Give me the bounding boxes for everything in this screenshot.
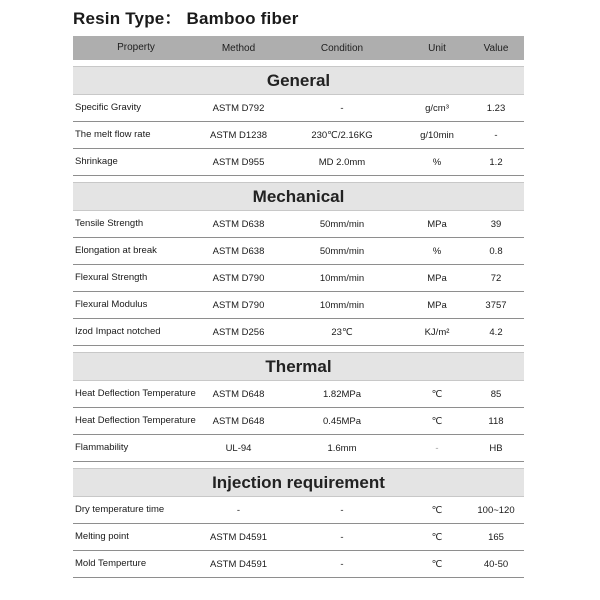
cell-property: Heat Deflection Temperature <box>75 415 196 426</box>
cell-property: Specific Gravity <box>75 102 141 113</box>
cell-property: Melting point <box>75 531 129 542</box>
cell-condition: - <box>340 102 344 114</box>
cell-method: ASTM D638 <box>212 245 265 257</box>
cell-property: Shrinkage <box>75 156 118 167</box>
cell-method: ASTM D790 <box>212 272 265 284</box>
cell-method: ASTM D638 <box>212 218 265 230</box>
cell-condition: 10mm/min <box>319 272 365 284</box>
cell-condition: MD 2.0mm <box>318 156 366 168</box>
cell-method: ASTM D792 <box>212 102 265 114</box>
cell-unit: - <box>435 442 439 454</box>
section-mechanical: Mechanical <box>73 182 524 211</box>
table-row <box>73 122 524 149</box>
cell-unit: g/10min <box>420 129 454 141</box>
cell-value: 118 <box>488 415 504 427</box>
cell-unit: ℃ <box>431 504 443 516</box>
cell-method: ASTM D955 <box>212 156 265 168</box>
cell-condition: 230℃/2.16KG <box>311 129 373 141</box>
cell-condition: 1.6mm <box>327 442 357 454</box>
cell-value: 40-50 <box>483 558 509 570</box>
cell-condition: 23℃ <box>331 326 353 338</box>
section-thermal: Thermal <box>73 352 524 381</box>
cell-value: 3757 <box>485 299 507 311</box>
section-general: General <box>73 66 524 95</box>
cell-method: ASTM D790 <box>212 299 265 311</box>
header-unit: Unit <box>428 42 446 54</box>
cell-property: Flexural Strength <box>75 272 148 283</box>
table-row <box>73 211 524 238</box>
page-title: Resin Type： Bamboo fiber <box>73 9 299 28</box>
cell-unit: ℃ <box>431 531 443 543</box>
cell-condition: 1.82MPa <box>322 388 362 400</box>
cell-condition: 0.45MPa <box>322 415 362 427</box>
cell-property: The melt flow rate <box>75 129 151 140</box>
table-row <box>73 381 524 408</box>
cell-property: Dry temperature time <box>75 504 165 515</box>
cell-property: Flexural Modulus <box>75 299 148 310</box>
table-row <box>73 238 524 265</box>
cell-property: Elongation at break <box>75 245 157 256</box>
cell-method: ASTM D4591 <box>209 558 268 570</box>
cell-unit: g/cm³ <box>425 102 449 114</box>
cell-value: - <box>494 129 498 141</box>
cell-property: Flammability <box>75 442 129 453</box>
cell-property: Heat Deflection Temperature <box>75 388 196 399</box>
cell-method: ASTM D256 <box>212 326 265 338</box>
table-row <box>73 265 524 292</box>
cell-unit: ℃ <box>431 558 443 570</box>
header-property: Property <box>117 42 155 53</box>
cell-condition: 50mm/min <box>319 245 365 257</box>
cell-value: 165 <box>488 531 504 543</box>
table-row <box>73 95 524 122</box>
cell-unit: KJ/m² <box>424 326 450 338</box>
cell-method: ASTM D4591 <box>209 531 268 543</box>
table-row <box>73 435 524 462</box>
cell-value: 72 <box>490 272 502 284</box>
table-row <box>73 551 524 578</box>
cell-condition: 10mm/min <box>319 299 365 311</box>
cell-unit: MPa <box>427 272 447 284</box>
cell-condition: - <box>340 531 344 543</box>
cell-unit: % <box>432 156 442 168</box>
cell-value: 0.8 <box>489 245 503 257</box>
table-row <box>73 497 524 524</box>
cell-method: ASTM D648 <box>212 415 265 427</box>
cell-unit: MPa <box>427 299 447 311</box>
section-injection-requirement: Injection requirement <box>73 468 524 497</box>
cell-value: 1.2 <box>489 156 503 168</box>
header-value: Value <box>483 42 509 54</box>
header-method: Method <box>221 42 256 54</box>
table-row <box>73 149 524 176</box>
cell-value: 100~120 <box>477 504 515 516</box>
cell-condition: - <box>340 558 344 570</box>
cell-unit: ℃ <box>431 415 443 427</box>
header-condition: Condition <box>320 42 364 54</box>
table-row <box>73 408 524 435</box>
cell-condition: - <box>340 504 344 516</box>
table-row <box>73 319 524 346</box>
cell-method: ASTM D1238 <box>209 129 268 141</box>
cell-unit: % <box>432 245 442 257</box>
cell-value: 39 <box>490 218 502 230</box>
cell-unit: ℃ <box>431 388 443 400</box>
cell-value: 4.2 <box>489 326 503 338</box>
cell-condition: 50mm/min <box>319 218 365 230</box>
properties-table <box>73 36 524 578</box>
cell-value: HB <box>489 442 503 454</box>
cell-method: UL-94 <box>225 442 252 454</box>
cell-value: 85 <box>490 388 502 400</box>
table-header <box>73 36 524 60</box>
cell-method: - <box>236 504 241 516</box>
table-row <box>73 292 524 319</box>
cell-property: Izod Impact notched <box>75 326 161 337</box>
table-row <box>73 524 524 551</box>
cell-method: ASTM D648 <box>212 388 265 400</box>
cell-property: Tensile Strength <box>75 218 144 229</box>
cell-unit: MPa <box>427 218 447 230</box>
cell-value: 1.23 <box>486 102 506 114</box>
cell-property: Mold Temperture <box>75 558 147 569</box>
